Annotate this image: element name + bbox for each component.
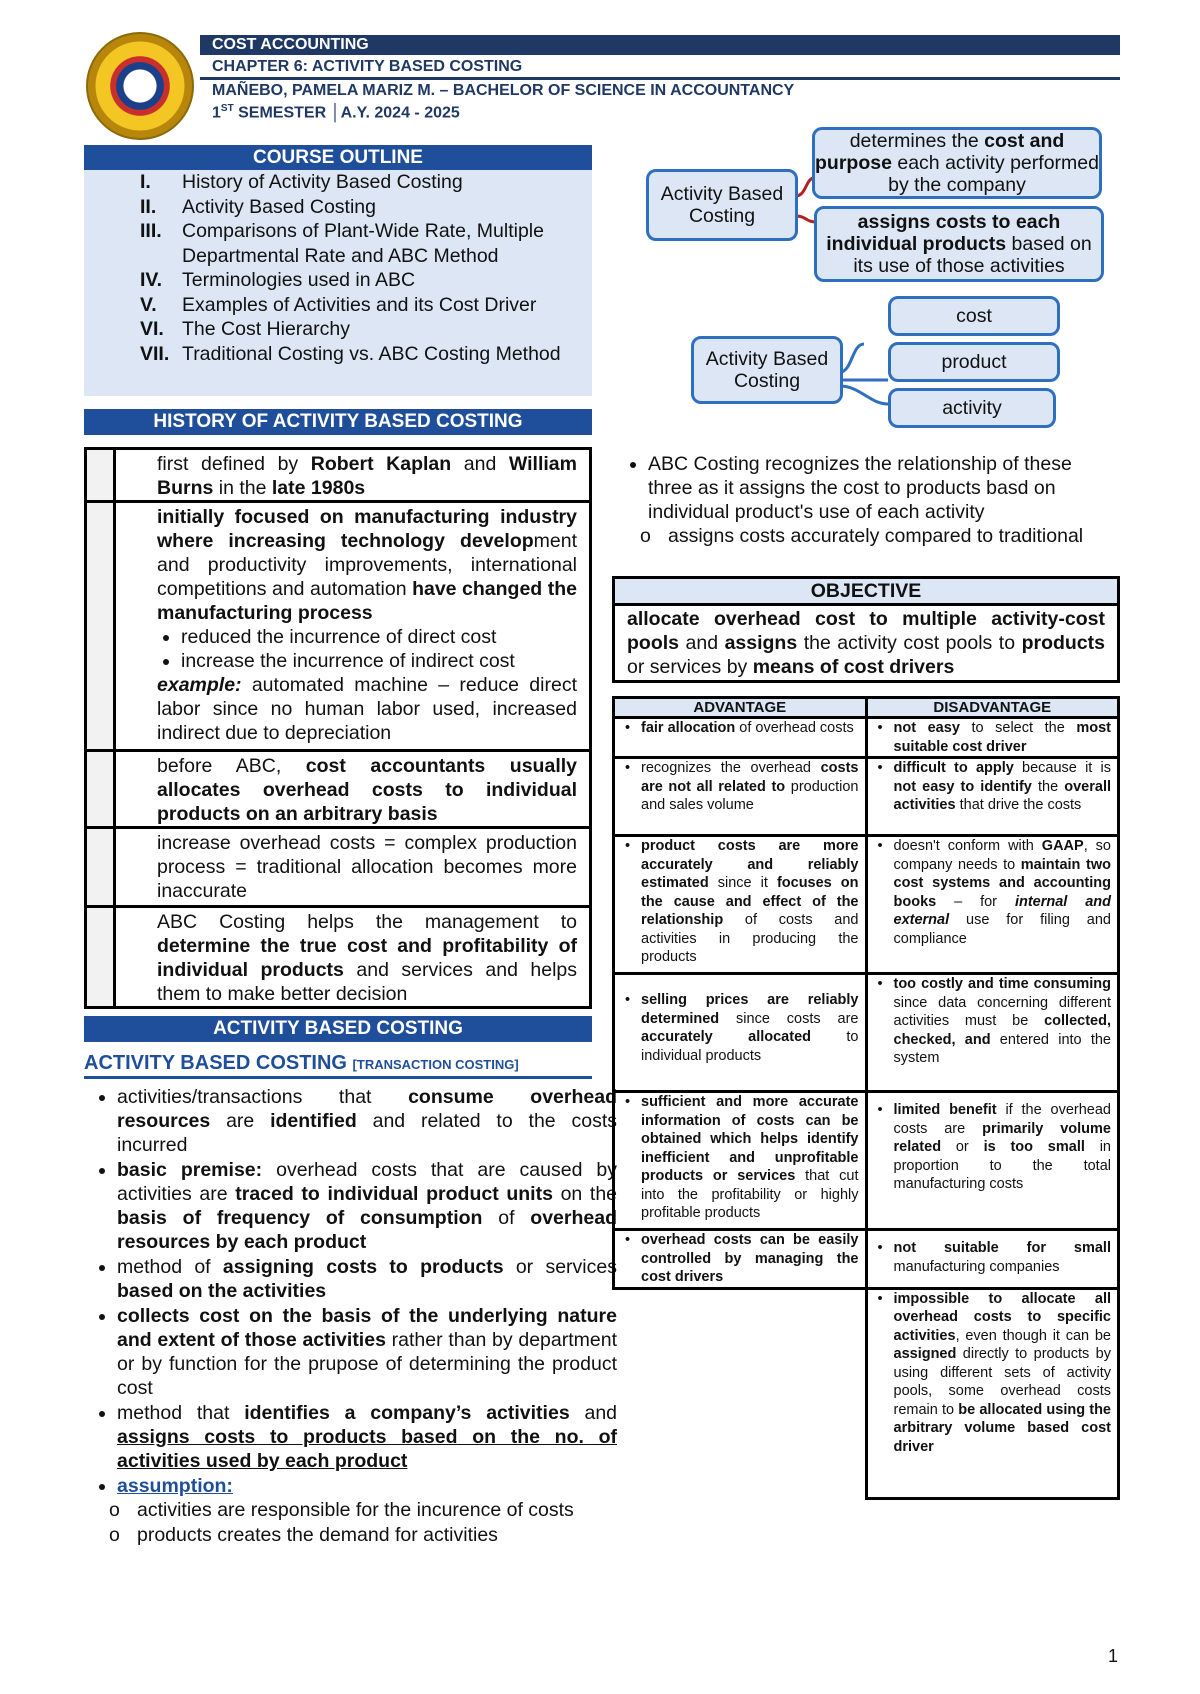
outline-number: VII. <box>140 342 170 365</box>
advantage-cell: • product costs are more accurately and reliably estimated since it focuses on the cause and effect of the relationship of costs and activities in producing the products <box>614 836 867 974</box>
advantage-cell: • overhead costs can be easily controlled by managing the cost drivers <box>614 1230 867 1289</box>
outline-number: II. <box>140 195 157 218</box>
list-item: o assigns costs accurately compared to traditional <box>668 524 1112 548</box>
product-node: product <box>888 342 1060 382</box>
list-item: • assumption: o activities are responsible for the incurence of costs o products creates the demand for activities <box>117 1474 617 1547</box>
objective-box: OBJECTIVE allocate overhead cost to multiple activity-cost pools and assigns the activity cost pools to products or services by means of cost drivers <box>612 576 1120 683</box>
history-row: increase overhead costs = complex production process = traditional allocation becomes more inaccurate <box>87 829 589 908</box>
history-table <box>84 447 592 1009</box>
activity-node: activity <box>888 388 1056 428</box>
list-item: • increase the incurrence of indirect cost <box>181 649 577 673</box>
advantage-cell: • recognizes the overhead costs are not all related to production and sales volume <box>614 758 867 836</box>
outline-number: I. <box>140 171 151 193</box>
course-outline-title: COURSE OUTLINE <box>84 145 592 171</box>
relationship-text <box>624 452 1112 548</box>
header-semester: 1ST SEMESTER │A.Y. 2024 - 2025 <box>212 103 460 122</box>
disadvantage-cell: • doesn't conform with GAAP, so company needs to maintain two cost systems and accounting books – for internal and external use for filing and compliance <box>866 836 1119 974</box>
outline-text: The Cost Hierarchy <box>182 318 350 340</box>
list-item: o activities are responsible for the incurence of costs <box>137 1498 617 1522</box>
outline-text: Terminologies used in ABC <box>182 269 416 291</box>
empty-cell <box>614 1288 867 1498</box>
list-item: • method that identifies a company’s activities and assigns costs to products based on the no. of activities used by each product <box>117 1401 617 1473</box>
list-item: • ABC Costing recognizes the relationship of these three as it assigns the cost to products basd on individual product's use of each activity o assigns costs accurately compared to traditional <box>648 452 1112 548</box>
outline-number: V. <box>140 293 157 316</box>
outline-text: Comparisons of Plant-Wide Rate, Multiple Departmental Rate and ABC Method <box>182 220 544 267</box>
advantage-cell: • fair allocation of overhead costs <box>614 718 867 758</box>
objective-title: OBJECTIVE <box>615 579 1117 606</box>
disadvantage-header: DISADVANTAGE <box>866 698 1119 718</box>
advantage-cell: • sufficient and more accurate information of costs can be obtained which helps identify inefficient and unprofitable products or services that cut into the profitability or highly profitable products <box>614 1092 867 1230</box>
outline-number: VI. <box>140 318 164 340</box>
disadvantage-cell: • not suitable for small manufacturing companies <box>866 1230 1119 1289</box>
header-author: MAÑEBO, PAMELA MARIZ M. – BACHELOR OF SCIENCE IN ACCOUNTANCY <box>212 82 795 99</box>
history-row: ABC Costing helps the management to determine the true cost and profitability of individual products and services and helps them to make better decision <box>87 908 589 1006</box>
history-row: before ABC, cost accountants usually allocates overhead costs to individual products on an arbitrary basis <box>87 752 589 829</box>
disadvantage-cell: • too costly and time consuming since data concerning different activities must be collected, checked, and entered into the system <box>866 974 1119 1092</box>
determines-node: determines the cost and purpose each activity performed by the company <box>812 127 1102 199</box>
abc-node-2: Activity Based Costing <box>691 336 843 404</box>
header-course: COST ACCOUNTING <box>212 36 369 53</box>
advantage-cell: • selling prices are reliably determined since costs are accurately allocated to individual products <box>614 974 867 1092</box>
list-item: • reduced the incurrence of direct cost <box>181 625 577 649</box>
advantage-header: ADVANTAGE <box>614 698 867 718</box>
advantage-disadvantage-table <box>612 696 1120 1500</box>
disadvantage-cell: • limited benefit if the overhead costs are primarily volume related or is too small in proportion to the total manufacturing costs <box>866 1092 1119 1230</box>
disadvantage-cell: • not easy to select the most suitable cost driver <box>866 718 1119 758</box>
history-row: initially focused on manufacturing industry where increasing technology development and productivity improvements, international competitions and automation have changed the manufacturing process • reduced the incurrence of direct cost • increase the incurrence of indirect cost example: automated machine – reduce direct labor since no human labor used, increased indirect due to depreciation <box>87 503 589 752</box>
outline-text: Activity Based Costing <box>182 195 377 218</box>
page-number: 1 <box>1108 1646 1119 1666</box>
abc-title: ACTIVITY BASED COSTING <box>84 1016 592 1042</box>
assigns-node: assigns costs to each individual products based on its use of those activities <box>814 206 1104 282</box>
history-row: first defined by Robert Kaplan and William Burns in the late 1980s <box>87 450 589 503</box>
cost-node: cost <box>888 296 1060 336</box>
header-chapter: CHAPTER 6: ACTIVITY BASED COSTING <box>212 58 523 75</box>
list-item: • activities/transactions that consume overhead resources are identified and related to the costs incurred <box>117 1085 617 1157</box>
list-item: o products creates the demand for activities <box>137 1523 617 1547</box>
outline-text: Traditional Costing vs. ABC Costing Method <box>182 342 561 365</box>
outline-text: History of Activity Based Costing <box>182 171 463 193</box>
history-title: HISTORY OF ACTIVITY BASED COSTING <box>84 409 592 435</box>
disadvantage-cell: • impossible to allocate all overhead costs to specific activities, even though it can be assigned directly to products by using different sets of activity pools, some overhead costs remain to be allocated using the arbitrary volume based cost driver <box>866 1288 1119 1498</box>
abc-list <box>84 1085 617 1548</box>
outline-number: IV. <box>140 269 163 291</box>
list-item: • collects cost on the basis of the underlying nature and extent of those activities rather than by department or by function for the prupose of determining the product cost <box>117 1304 617 1400</box>
outline-text: Examples of Activities and its Cost Driver <box>182 293 537 316</box>
outline-number: III. <box>140 220 162 242</box>
abc-node-1: Activity Based Costing <box>646 169 798 241</box>
list-item: • basic premise: overhead costs that are caused by activities are traced to individual product units on the basis of frequency of consumption of overhead resources by each product <box>117 1158 617 1254</box>
abc-subheading: ACTIVITY BASED COSTING [TRANSACTION COSTING] <box>84 1052 592 1079</box>
list-item: • method of assigning costs to products or services based on the activities <box>117 1255 617 1303</box>
disadvantage-cell: • difficult to apply because it is not easy to identify the overall activities that drive the costs <box>866 758 1119 836</box>
